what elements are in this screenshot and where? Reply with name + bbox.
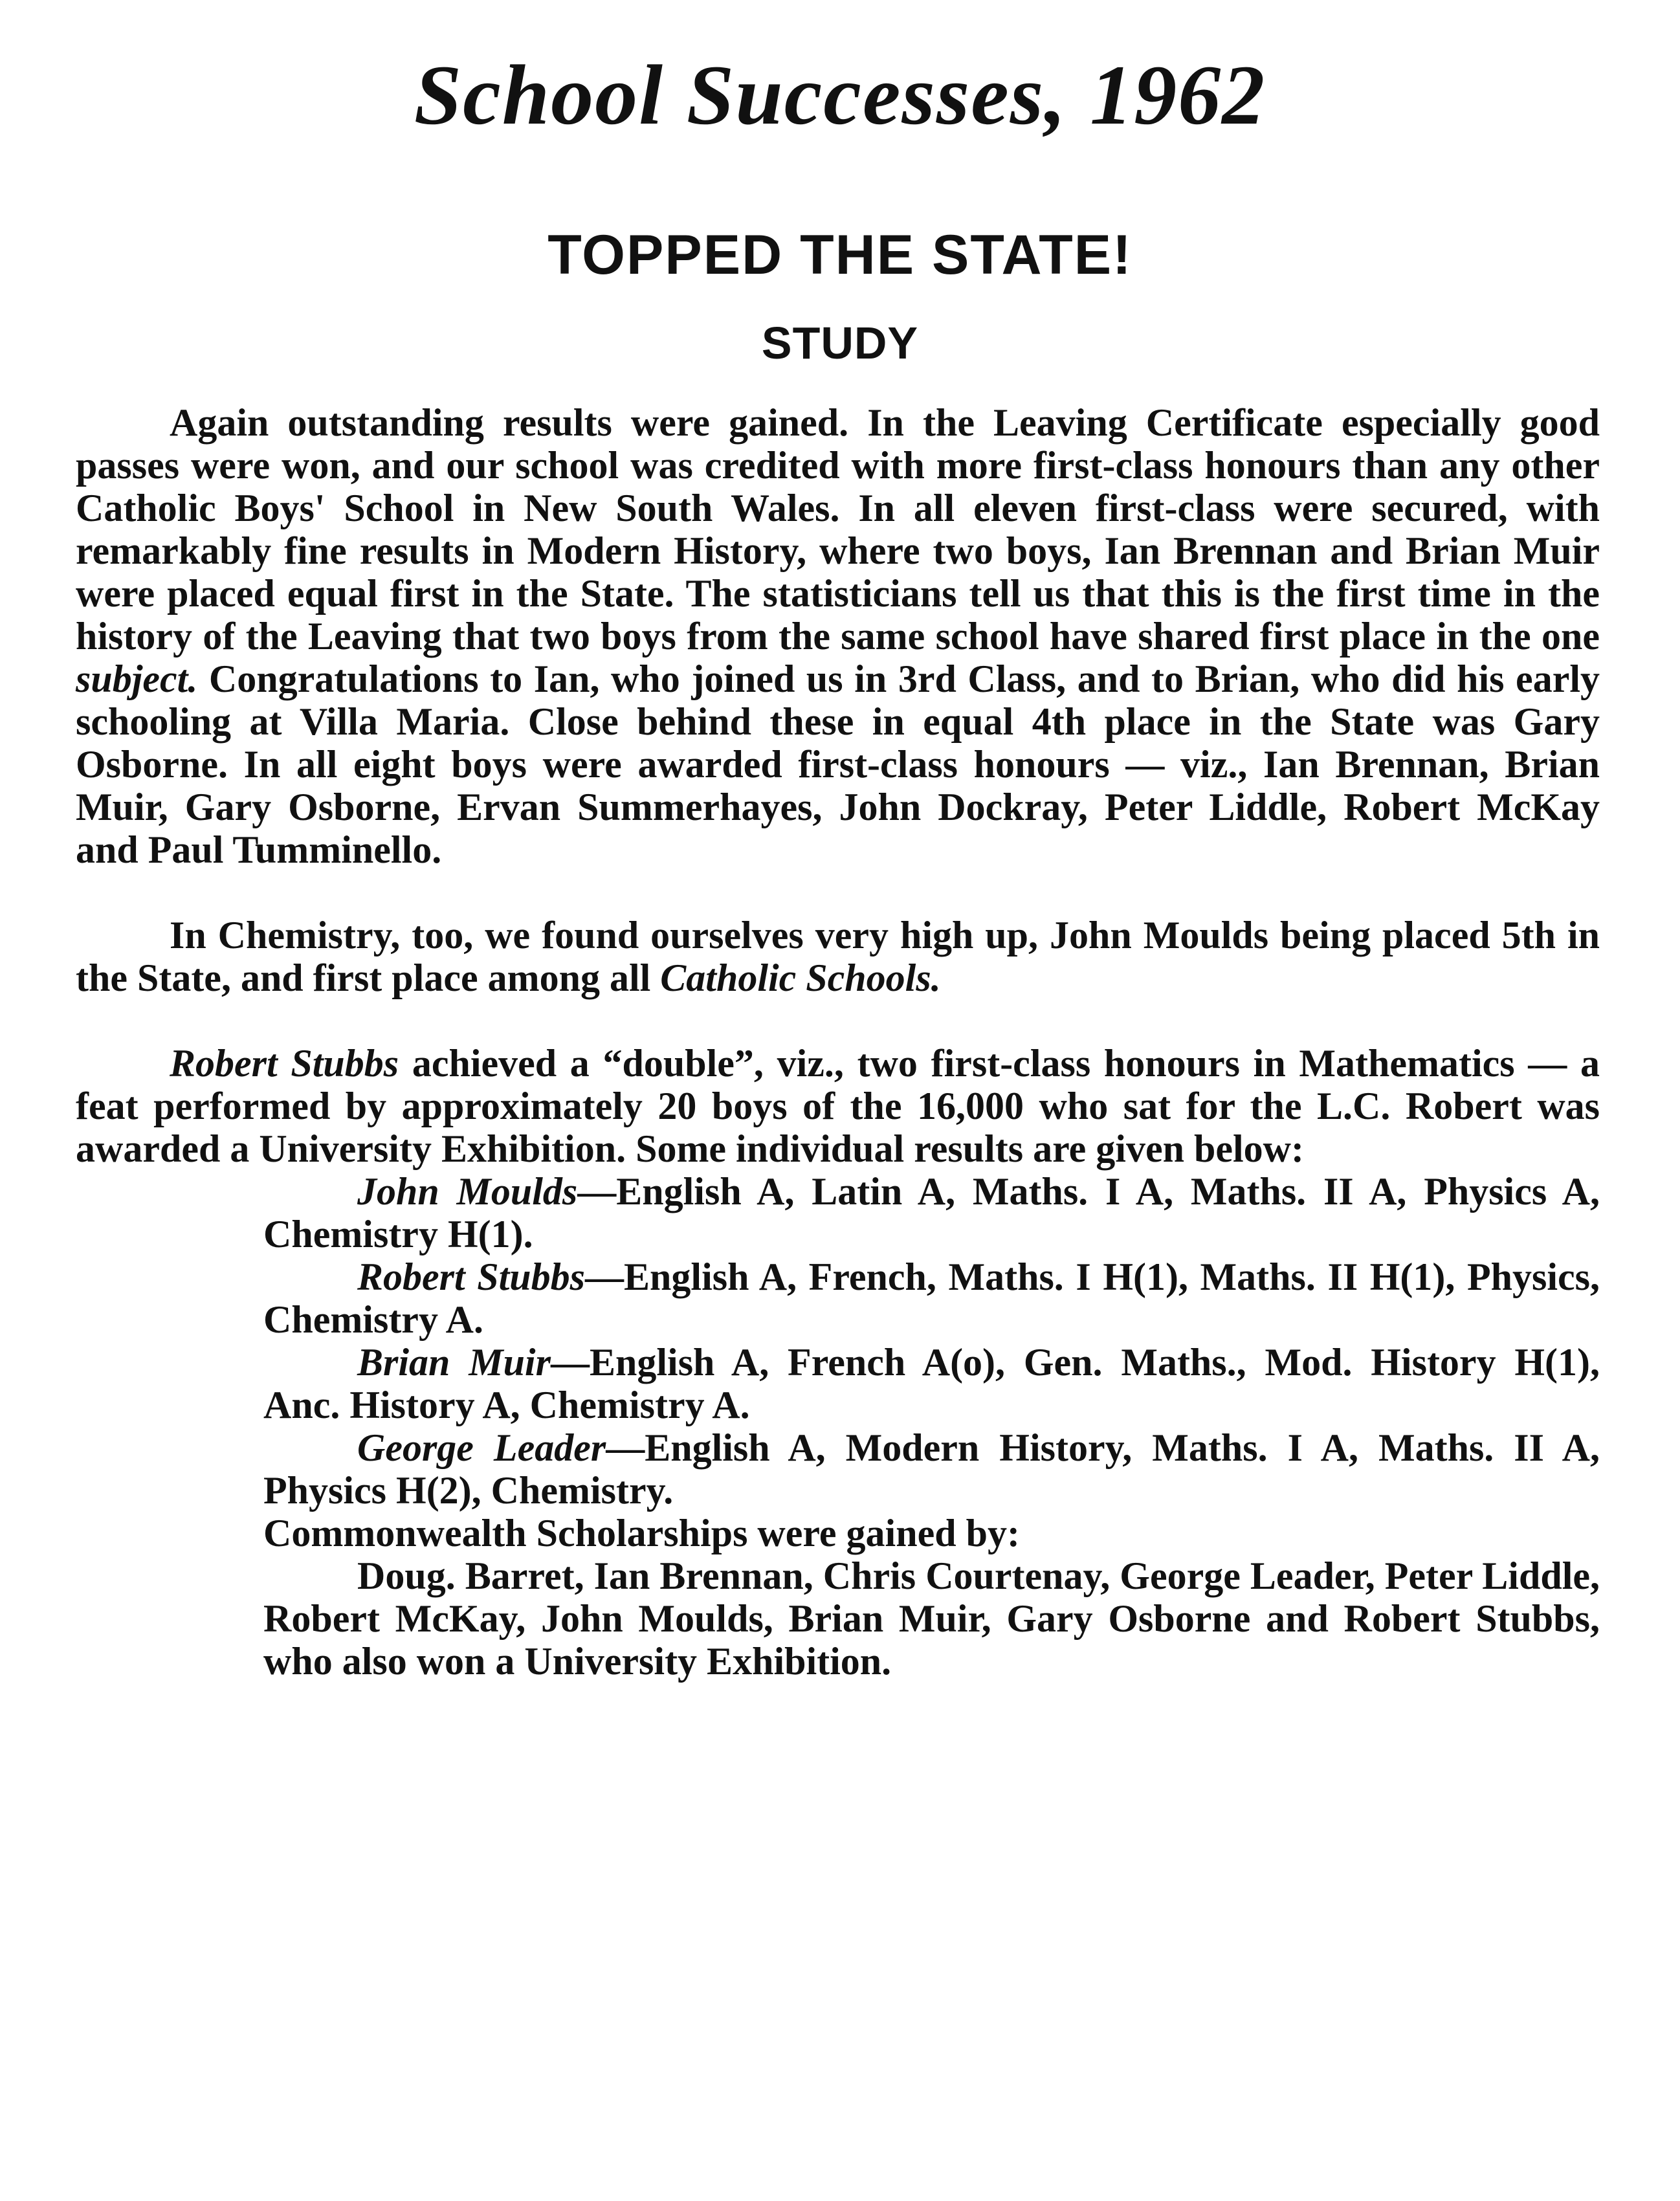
page-title: School Successes, 1962 — [414, 47, 1266, 142]
section-heading: TOPPED THE STATE! — [547, 224, 1133, 286]
article-body — [76, 401, 1600, 1683]
result-name: George Leader — [357, 1426, 606, 1469]
result-name: Robert Stubbs — [357, 1255, 586, 1298]
result-name: John Moulds — [357, 1170, 578, 1213]
paragraph-mathematics — [76, 1042, 1600, 1170]
para1-text-b: Congratulations to Ian, who joined us in 3rd Class, and to Brian, who did his early schooling at Villa Maria. Close behind these in equal 4th place in the State was Gary Osborne. In all eight boys were awarded first-class honours — viz., Ian Brennan, Brian Muir, Gary Osborne, Ervan Summerhayes, John Dockray, Peter Liddle, Robert McKay and Paul Tumminello. — [76, 658, 1600, 871]
result-detail: —English A, French, Maths. I H(1), Maths. II H(1), Physics, Chemistry A. — [263, 1255, 1600, 1341]
scholarships-lead: Commonwealth Scholarships were gained by: — [263, 1512, 1020, 1554]
result-detail: —English A, Latin A, Maths. I A, Maths. II A, Physics A, Chemistry H(1). — [263, 1170, 1600, 1255]
result-detail: —English A, Modern History, Maths. I A, Maths. II A, Physics H(2), Chemistry. — [263, 1426, 1600, 1512]
para1-text-a: Again outstanding results were gained. In the Leaving Certificate especially good passes were won, and our school was credited with more first-class honours than any other Catholic Boys' School in New South Wales. In all eleven first-class were secured, with remarkably fine results in Modern History, where two boys, Ian Brennan and Brian Muir were placed equal first in the State. The statisticians tell us that this is the first time in the history of the Leaving that two boys from the same school have shared first place in the one — [76, 401, 1600, 658]
result-detail: —English A, French A(o), Gen. Maths., Mod. History H(1), Anc. History A, Chemistry A. — [263, 1341, 1600, 1426]
para2-text-a: In Chemistry, too, we found ourselves very high up, John Moulds being placed 5th in the State, and first place among all — [76, 914, 1600, 999]
para1-italic: subject. — [76, 658, 198, 700]
result-item — [76, 1255, 1600, 1341]
result-item — [76, 1341, 1600, 1426]
result-item — [76, 1426, 1600, 1512]
para2-italic: Catholic Schools. — [660, 957, 941, 999]
result-name: Brian Muir — [357, 1341, 551, 1384]
para3-italic: Robert Stubbs — [170, 1042, 399, 1085]
result-item — [76, 1170, 1600, 1255]
section-subheading: STUDY — [761, 318, 919, 368]
scholarships-names: Doug. Barret, Ian Brennan, Chris Courtenay, George Leader, Peter Liddle, Robert McKay, John Moulds, Brian Muir, Gary Osborne and Robert Stubbs, who also won a University Exhibition. — [263, 1554, 1600, 1683]
paragraph-leaving-certificate — [76, 401, 1600, 871]
para3-text-b: achieved a “double”, viz., two first-class honours in Mathematics — a feat performed by approximately 20 boys of the 16,000 who sat for the L.C. Robert was awarded a University Exhibition. Some individual results are given below: — [76, 1042, 1600, 1170]
paragraph-chemistry — [76, 914, 1600, 999]
